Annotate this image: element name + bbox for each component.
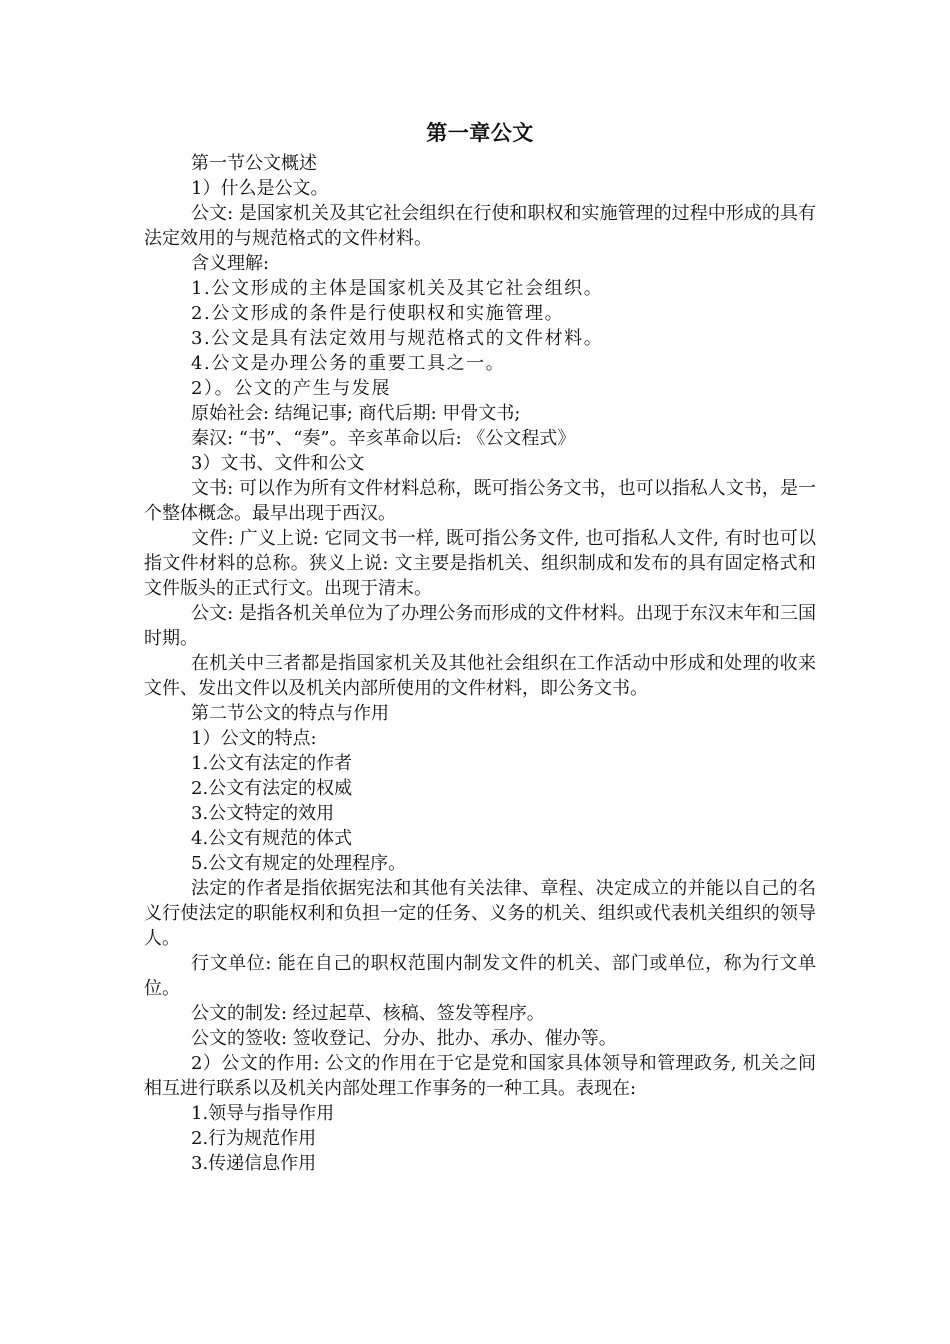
list-item: 3.公文特定的效用: [191, 803, 335, 824]
section-heading: 第二节公文的特点与作用: [191, 703, 389, 724]
paragraph: 法定的作者是指依据宪法和其他有关法律、章程、决定成立的并能以自己的名义行使法定的职能权利和负担一定的任务、义务的机关、组织或代表机关组织的领导人。: [144, 878, 816, 949]
paragraph: 秦汉: “书”、“奏”。辛亥革命以后: 《公文程式》: [191, 428, 576, 449]
document-page: [144, 118, 816, 1176]
list-item: 2.公文有法定的权威: [191, 778, 353, 799]
paragraph: 文件: 广义上说: 它同文书一样, 既可指公务文件, 也可指私人文件, 有时也可以指文件材料的总称。狭义上说: 文主要是指机关、组织制成和发布的具有固定格式和文件版头的正式行文。出现于清末。: [144, 528, 816, 599]
list-item: 1.公文形成的主体是国家机关及其它社会组织。: [191, 278, 604, 299]
paragraph: 公文: 是国家机关及其它社会组织在行使和职权和实施管理的过程中形成的具有法定效用的与规范格式的文件材料。: [144, 203, 816, 249]
section-heading: 第一节公文概述: [191, 153, 317, 174]
list-item: 4.公文有规范的体式: [191, 828, 353, 849]
list-item: 1.公文有法定的作者: [191, 753, 353, 774]
subsection-heading: 1）公文的特点:: [191, 728, 317, 749]
paragraph: 文书: 可以作为所有文件材料总称，既可指公务文书，也可以指私人文书，是一个整体概念。最早出现于西汉。: [144, 478, 816, 524]
paragraph: 公文的签收: 签收登记、分办、批办、承办、催办等。: [191, 1028, 617, 1049]
paragraph: 公文的制发: 经过起草、核稿、签发等程序。: [191, 1003, 545, 1024]
list-item: 4.公文是办理公务的重要工具之一。: [191, 353, 506, 374]
paragraph: 公文: 是指各机关单位为了办理公务而形成的文件材料。出现于东汉末年和三国时期。: [144, 603, 816, 649]
list-item: 3.传递信息作用: [191, 1153, 317, 1174]
chapter-title: 第一章公文: [426, 121, 534, 145]
list-item: 3.公文是具有法定效用与规范格式的文件材料。: [191, 328, 604, 349]
subsection-heading: 2）。公文的产生与发展: [191, 378, 392, 399]
paragraph: 2）公文的作用: 公文的作用在于它是党和国家具体领导和管理政务, 机关之间相互进行联系以及机关内部处理工作事务的一种工具。表现在:: [144, 1053, 816, 1099]
paragraph: 原始社会: 结绳记事; 商代后期: 甲骨文书;: [191, 403, 521, 424]
paragraph: 行文单位: 能在自己的职权范围内制发文件的机关、部门或单位，称为行文单位。: [144, 953, 816, 999]
list-item: 1.领导与指导作用: [191, 1103, 335, 1124]
subsection-heading: 3）文书、文件和公文: [191, 453, 365, 474]
subsection-heading: 1）什么是公文。: [191, 178, 329, 199]
list-item: 2.行为规范作用: [191, 1128, 317, 1149]
paragraph: 在机关中三者都是指国家机关及其他社会组织在工作活动中形成和处理的收来文件、发出文件以及机关内部所使用的文件材料，即公务文书。: [144, 653, 816, 699]
list-item: 5.公文有规定的处理程序。: [191, 853, 407, 874]
paragraph: 含义理解:: [191, 253, 270, 274]
list-item: 2.公文形成的条件是行使职权和实施管理。: [191, 303, 565, 324]
